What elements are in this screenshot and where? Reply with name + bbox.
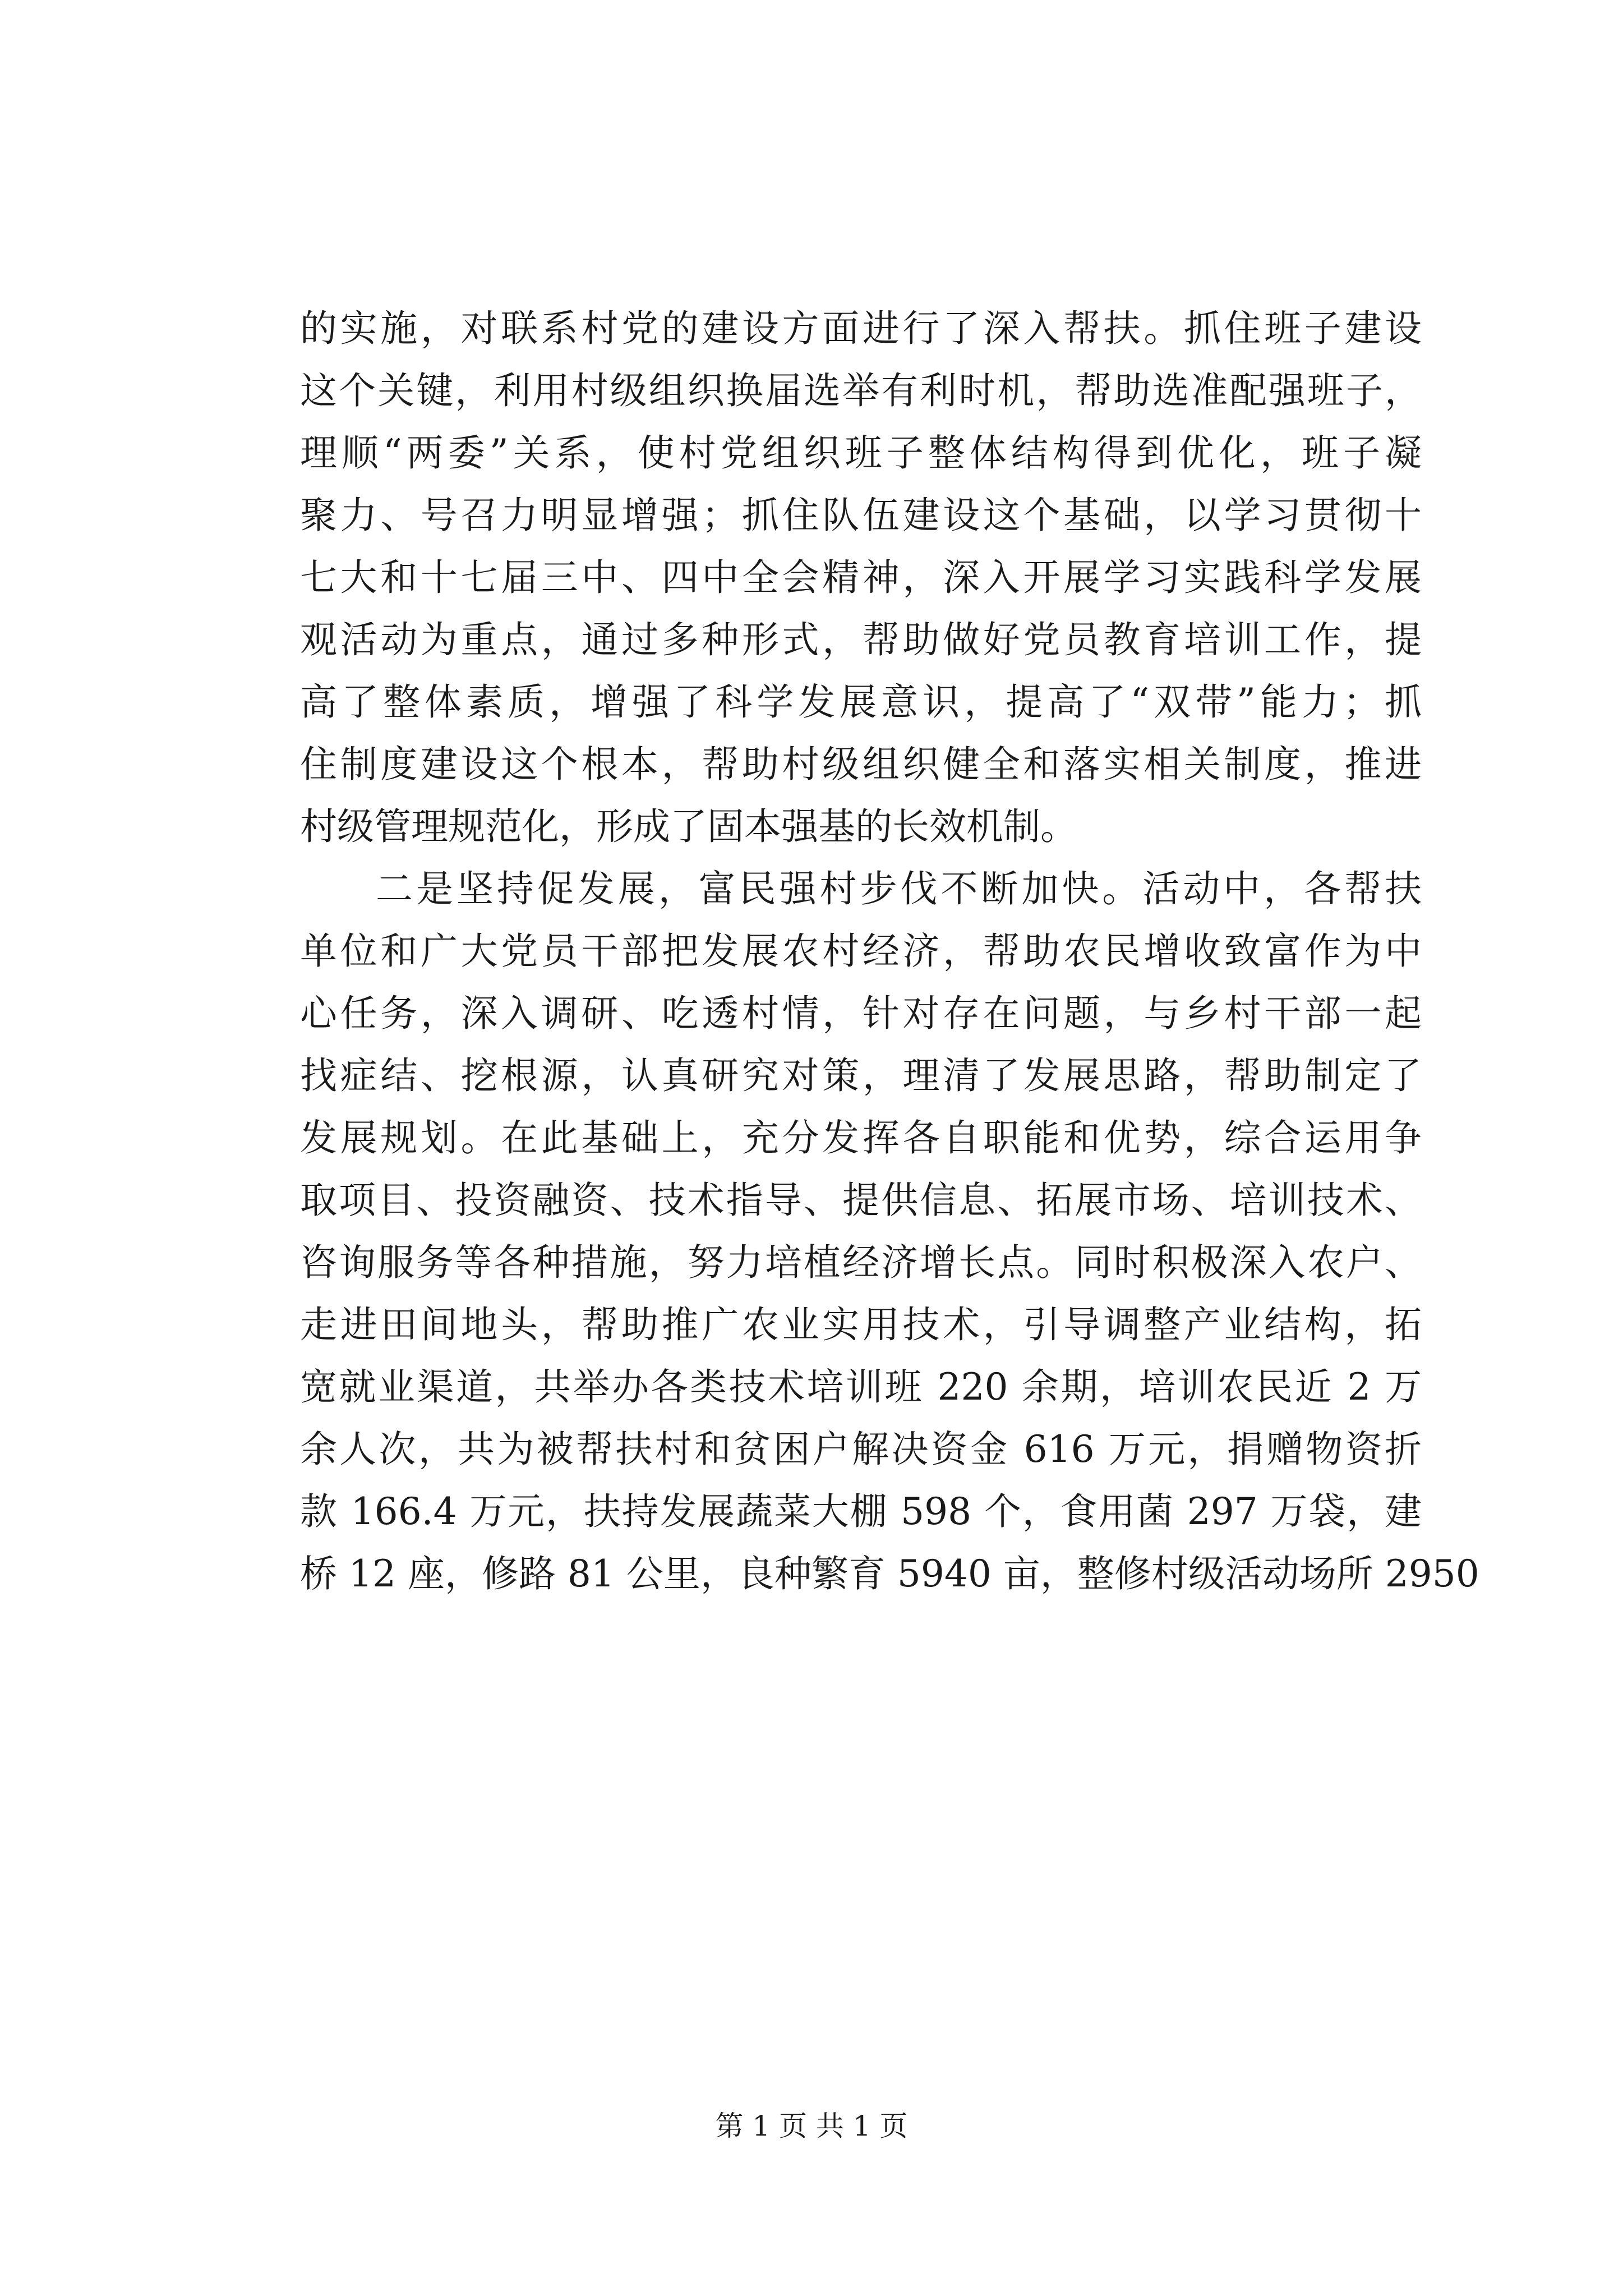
paragraph-1-line: 这个关键，利用村级组织换届选举有利时机，帮助选准配强班子，	[300, 369, 1422, 412]
paragraph-2-line: 二是坚持促发展，富民强村步伐不断加快。活动中，各帮扶	[376, 867, 1422, 910]
page-number-footer: 第 1 页 共 1 页	[715, 2110, 908, 2142]
paragraph-2-line: 取项目、投资融资、技术指导、提供信息、拓展市场、培训技术、	[300, 1179, 1422, 1222]
paragraph-2-line: 心任务，深入调研、吃透村情，针对存在问题，与乡村干部一起	[300, 992, 1422, 1035]
paragraph-2-line: 桥 12 座，修路 81 公里，良种繁育 5940 亩，整修村级活动场所 2950	[300, 1552, 1479, 1595]
paragraph-1-line: 聚力、号召力明显增强；抓住队伍建设这个基础，以学习贯彻十	[300, 494, 1422, 537]
paragraph-2-line: 咨询服务等各种措施，努力培植经济增长点。同时积极深入农户、	[300, 1241, 1422, 1284]
paragraph-2-line: 走进田间地头，帮助推广农业实用技术，引导调整产业结构，拓	[300, 1303, 1422, 1346]
paragraph-1-line: 住制度建设这个根本，帮助村级组织健全和落实相关制度，推进	[300, 743, 1422, 786]
paragraph-1-line: 七大和十七届三中、四中全会精神，深入开展学习实践科学发展	[300, 556, 1422, 599]
paragraph-2-line: 发展规划。在此基础上，充分发挥各自职能和优势，综合运用争	[300, 1116, 1422, 1159]
paragraph-1-line: 的实施，对联系村党的建设方面进行了深入帮扶。抓住班子建设	[300, 307, 1422, 350]
document-body	[300, 297, 1479, 1605]
paragraph-2-line: 余人次，共为被帮扶村和贫困户解决资金 616 万元，捐赠物资折	[300, 1428, 1422, 1471]
paragraph-1-line: 观活动为重点，通过多种形式，帮助做好党员教育培训工作，提	[300, 618, 1422, 661]
paragraph-2-line: 宽就业渠道，共举办各类技术培训班 220 余期，培训农民近 2 万	[300, 1365, 1422, 1409]
paragraph-2-line: 款 166.4 万元，扶持发展蔬菜大棚 598 个，食用菌 297 万袋，建	[300, 1490, 1422, 1533]
paragraph-2-line: 单位和广大党员干部把发展农村经济，帮助农民增收致富作为中	[300, 930, 1422, 973]
paragraph-1-line: 村级管理规范化，形成了固本强基的长效机制。	[300, 805, 1077, 848]
paragraph-1-line: 理顺“两委”关系，使村党组织班子整体结构得到优化，班子凝	[300, 431, 1422, 475]
paragraph-1-line: 高了整体素质，增强了科学发展意识，提高了“双带”能力；抓	[300, 680, 1422, 724]
paragraph-2-line: 找症结、挖根源，认真研究对策，理清了发展思路，帮助制定了	[300, 1054, 1422, 1097]
